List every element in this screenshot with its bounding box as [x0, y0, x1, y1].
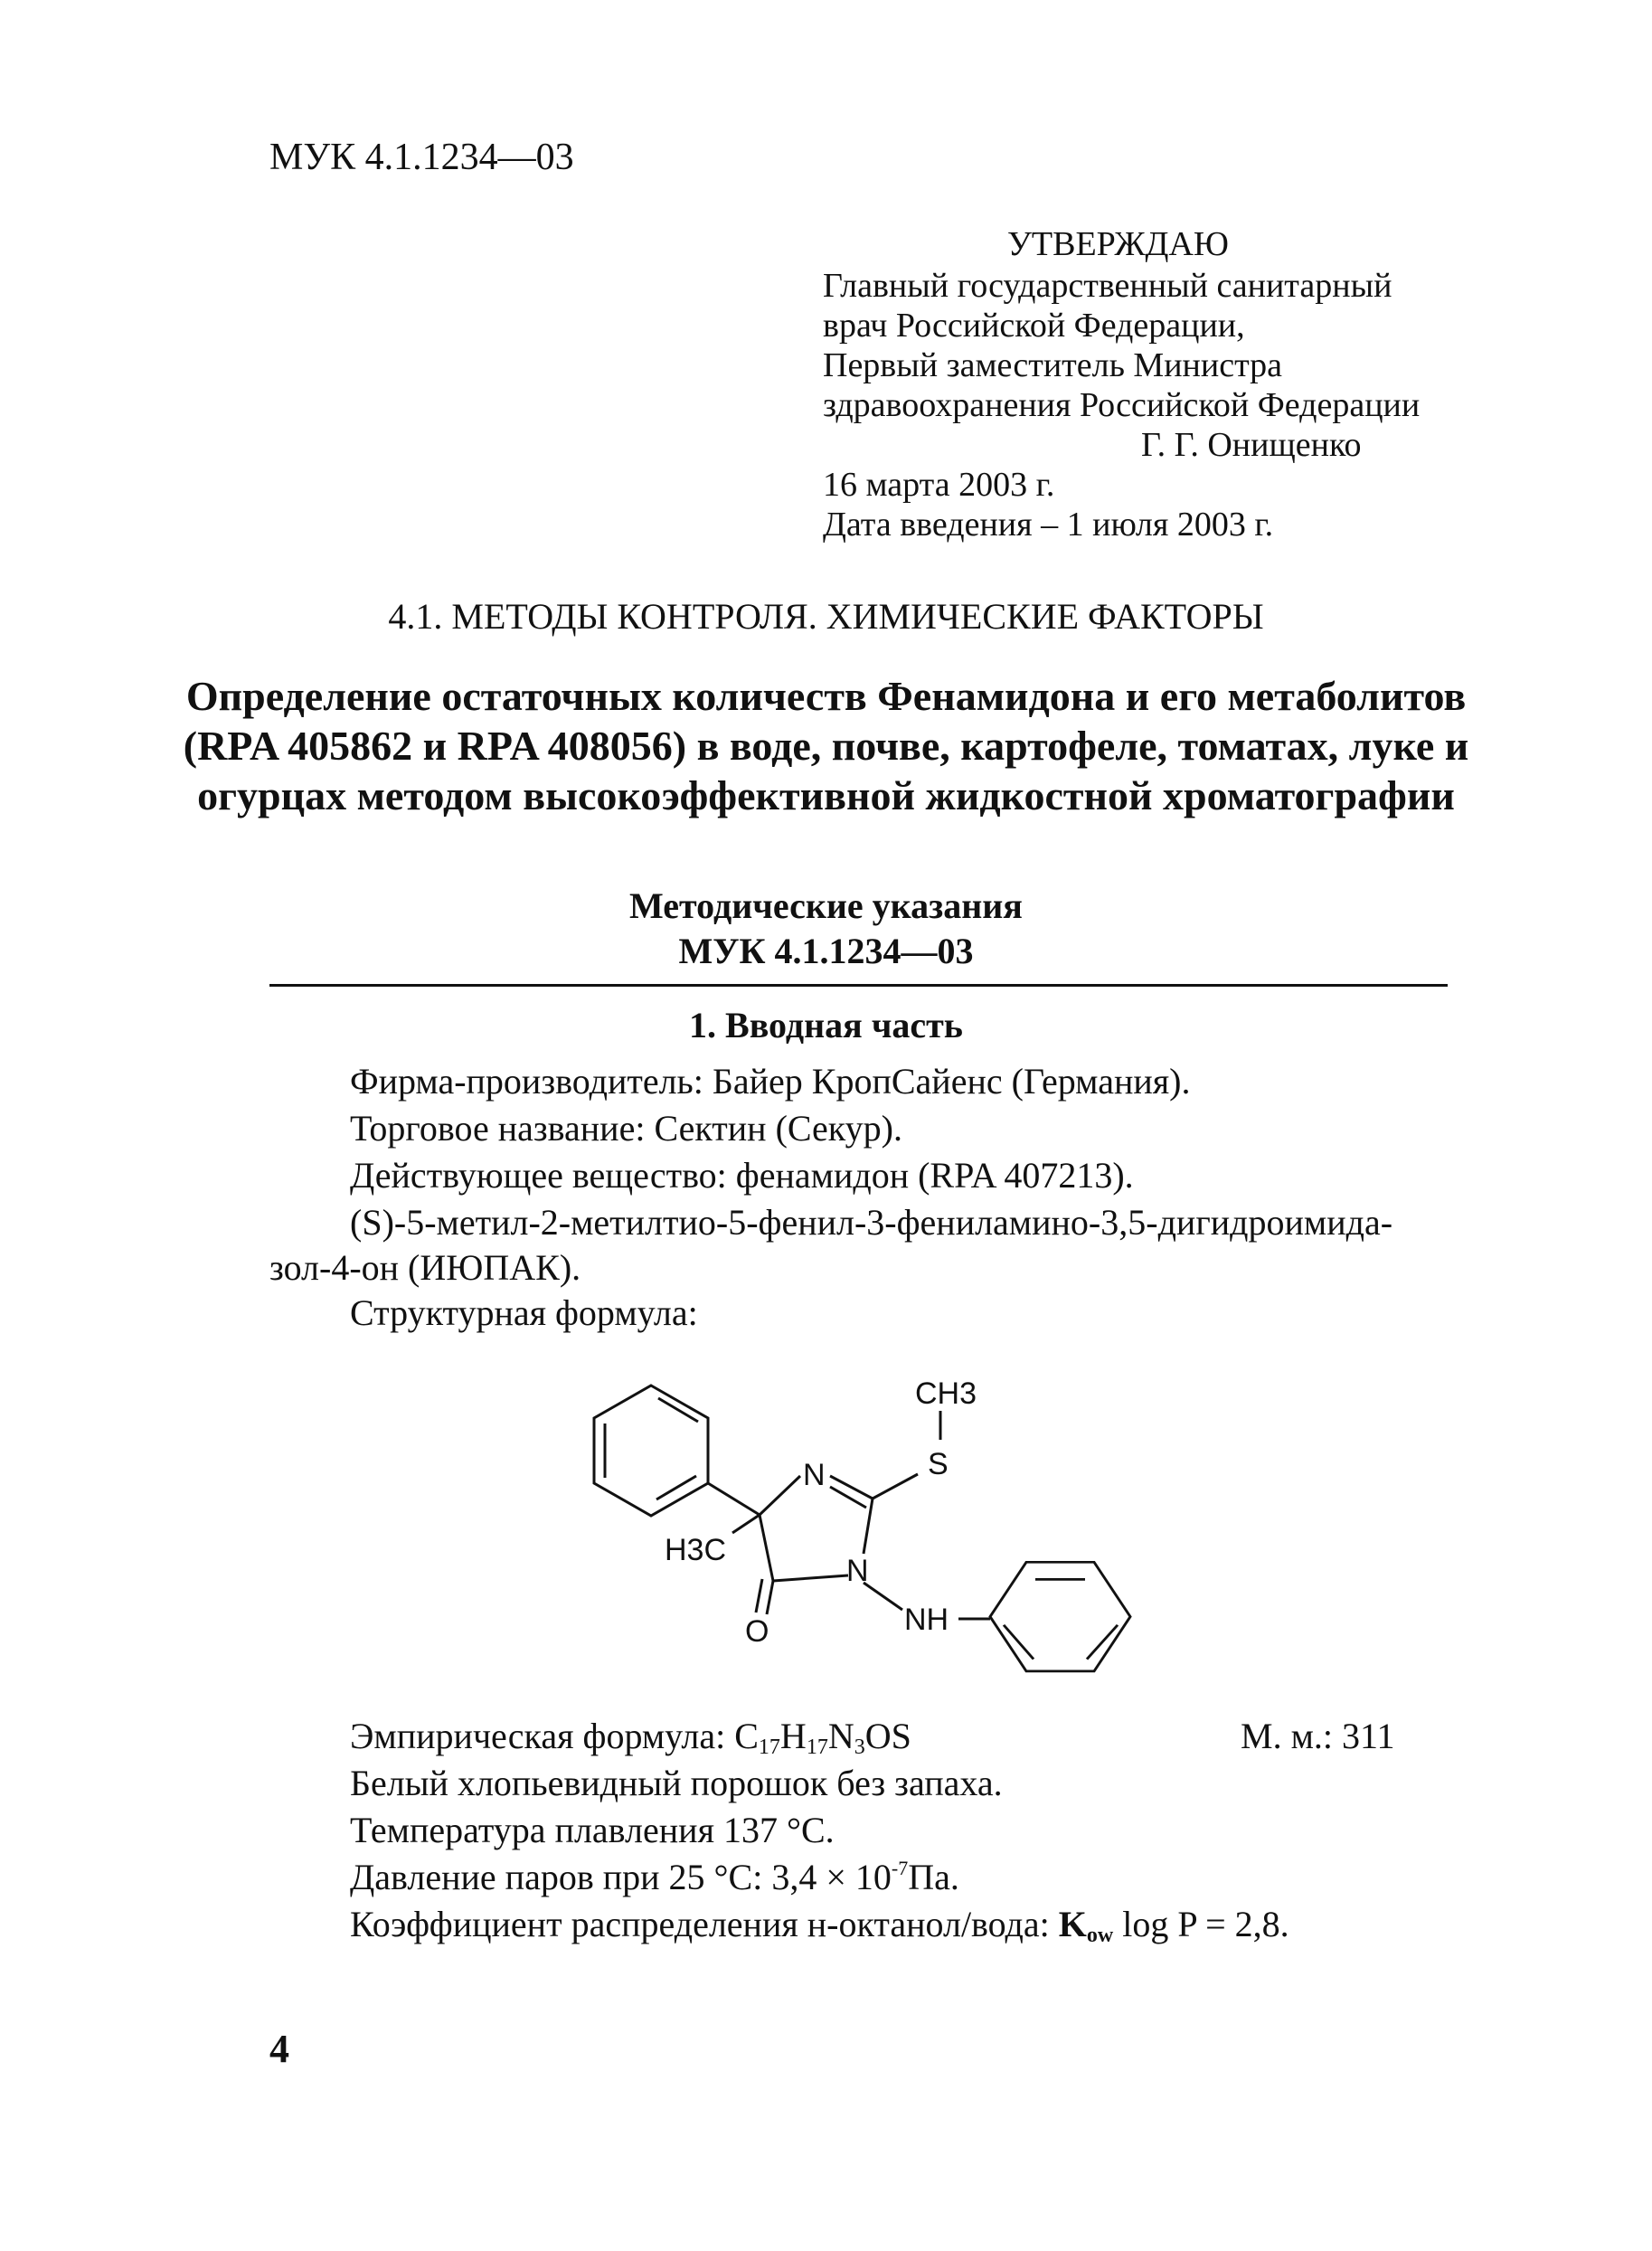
iupac-name-line-2: зол-4-он (ИЮПАК).	[269, 1247, 581, 1288]
structural-formula	[543, 1338, 1175, 1673]
oxygen-label: O	[745, 1614, 769, 1649]
empirical-formula-label: Эмпирическая формула:	[350, 1716, 735, 1756]
ch3-top-label: CH3	[915, 1376, 977, 1411]
section-heading: 4.1. МЕТОДЫ КОНТРОЛЯ. ХИМИЧЕСКИЕ ФАКТОРЫ	[388, 596, 1264, 637]
approval-line-4: здравоохранения Российской Федерации	[823, 386, 1421, 424]
trade-name-line: Торговое название: Сектин (Секур).	[350, 1108, 902, 1149]
molecular-mass: М. м.: 311	[1241, 1716, 1395, 1756]
approval-date: 16 марта 2003 г.	[823, 466, 1055, 504]
introduction-date: Дата введения – 1 июля 2003 г.	[823, 506, 1274, 544]
horizontal-rule	[269, 984, 1448, 987]
melting-point-line: Температура плавления 137 °С.	[350, 1810, 835, 1850]
page-number: 4	[269, 2027, 289, 2071]
approval-line-3: Первый заместитель Министра	[823, 346, 1283, 384]
approval-line-2: врач Российской Федерации,	[823, 307, 1245, 345]
structural-formula-label: Структурная формула:	[350, 1292, 698, 1333]
partition-coefficient-line: Коэффициент распределения н-октанол/вода: $K_{ow}$ log P = 2,8.	[350, 1904, 1289, 1947]
document-subtitle-code: МУК 4.1.1234—03	[678, 931, 974, 971]
document-title: Определение остаточных количеств Фенамидона и его метаболитов (RPA 405862 и RPA 408056) в воде, почве, картофеле, томатах, луке и огурцах методом высокоэффективной жидкостной хроматографии	[183, 673, 1469, 818]
empirical-formula-line: Эмпирическая формула: $C_{17}H_{17}N_3OS$	[350, 1716, 911, 1759]
document-subtitle: Методические указания	[629, 885, 1023, 926]
document-code: МУК 4.1.1234—03	[269, 137, 574, 178]
ring-nitrogen-label: N	[846, 1554, 869, 1588]
manufacturer-line: Фирма-производитель: Байер КропСайенс (Германия).	[350, 1061, 1191, 1102]
active-substance-line: Действующее вещество: фенамидон (RPA 407213).	[350, 1155, 1134, 1196]
nh-label: NH	[904, 1603, 949, 1637]
appearance-line: Белый хлопьевидный порошок без запаха.	[350, 1763, 1003, 1803]
vapor-pressure-line: Давление паров при 25 °С: $3,4 \times 10^{-7}Па$.	[350, 1857, 959, 1897]
phenyl-ring-left	[594, 1386, 708, 1516]
iupac-name-line-1: (S)-5-метил-2-метилтио-5-фенил-3-фениламино-3,5-дигидроимида-	[350, 1202, 1393, 1243]
methyl-h3c-label: H3C	[665, 1533, 727, 1567]
ring-nitrogen-top-label: N	[803, 1458, 826, 1492]
intro-heading: 1. Вводная часть	[689, 1005, 963, 1045]
approval-signer: Г. Г. Онищенко	[1141, 426, 1362, 464]
approval-title: УТВЕРЖДАЮ	[1007, 225, 1229, 263]
sulfur-label: S	[928, 1447, 949, 1481]
approval-line-1: Главный государственный санитарный	[823, 267, 1392, 305]
